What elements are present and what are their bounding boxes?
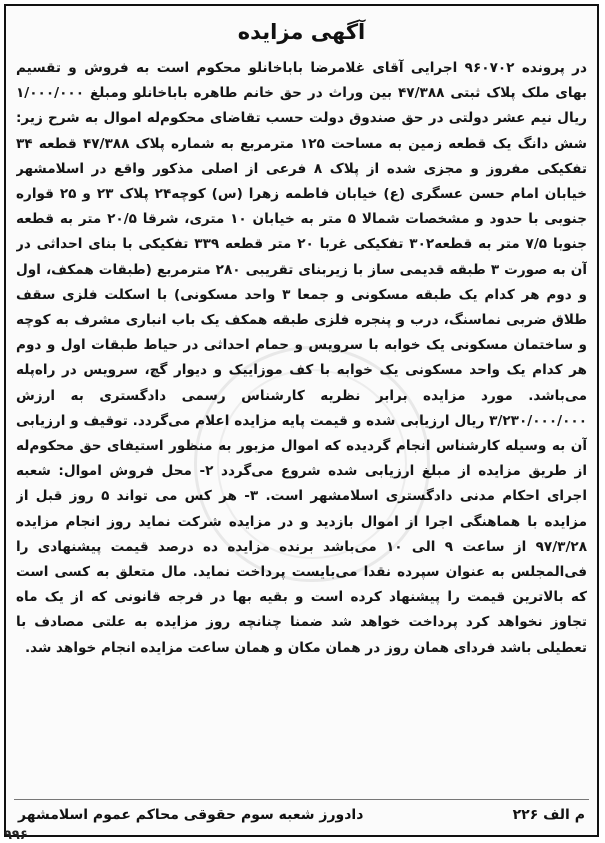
notice-title: آگهی مزایده [237,20,366,44]
notice-body-text: در پرونده ۹۶۰۷۰۲ اجرایی آقای غلامرضا باباخانلو محکوم است به فروش و تقسیم بهای ملک پلاک ثبتی ۴۷/۳۸۸ بین وراث در حق خانم طاهره باباخانلو ومبلغ ۱/۰۰۰/۰۰۰ ریال نیم عشر دولتی در حق صندوق دولت حسب تقاضای محکوم‌له اموال به شرح زیر: شش دانگ یک قطعه زمین به مساحت ۱۲۵ مترمربع به شماره پلاک ۴۷/۳۸۸ قطعه ۳۴ تفکیکی مفروز و مجزی شده از پلاک ۸ فرعی از اصلی مذکور واقع در اسلامشهر خیابان امام حسن عسگری (ع) خیابان فاطمه زهرا (س) کوچه۲۴ پلاک ۲۳ و ۲۵ قواره جنوبی با حدود و مشخصات شمالا ۵ متر به خیابان ۱۰ متری، شرقا ۲۰/۵ متر به قطعه جنوبا ۷/۵ متر به قطعه۳۰۲ تفکیکی غربا ۲۰ متر قطعه ۳۳۹ تفکیکی با بنای احداثی در آن به صورت ۳ طبقه قدیمی ساز با زیربنای تقریبی ۲۸۰ مترمربع (طبقات همکف، اول و دوم هر کدام یک طبقه مسکونی و جمعا ۳ واحد مسکونی) با اسکلت فلزی سقف طلاق ضربی نماسنگ، درب و پنجره فلزی طبقه همکف یک باب انباری مشرف به کوچه و ساختمان مسکونی یک خوابه با سرویس و حمام احداثی در حیاط طبقات اول و دوم هر کدام یک واحد مسکونی یک خوابه با کف موزاییک و دیوار گچ، سرویس در راه‌پله می‌باشد. مورد مزایده برابر نظریه کارشناس رسمی دادگستری به ارزش ۳/۲۳۰/۰۰۰/۰۰۰ ریال ارزیابی شده و قیمت پایه مزایده اعلام می‌گردد. توقیف و ارزیابی آن به وسیله کارشناس انجام گردیده که اموال مزبور به منظور استیفای حق محکوم‌له از طریق مزایده از مبلغ ارزیابی شده شروع می‌گردد ۲- محل فروش اموال: شعبه اجرای احکام مدنی دادگستری اسلامشهر است. ۳- هر کس می تواند ۵ روز قبل از مزایده با هماهنگی اجرا از اموال بازدید و در مزایده شرکت نماید روز انجام مزایده ۹۷/۳/۲۸ از ساعت ۹ الی ۱۰ می‌باشد برنده مزایده ده درصد قیمت پیشنهادی را فی‌المجلس به عنوان سپرده نقدا می‌بایست پرداخت نماید. مال متعلق به کسی است که بالاترین قیمت را پیشنهاد کرده است و بقیه بها در فرجه قانونی که از یک ماه تجاوز نخواهد کرد پرداخت خواهد شد ضمنا چنانچه روز مزایده به علتی مصادف با تعطیلی باشد فردای همان روز در همان مکان و همان ساعت مزایده انجام خواهد شد. [16,60,587,656]
notice-code: م الف ۲۲۶ [512,807,585,823]
edge-number: ۹۹۶ [4,828,28,843]
issuer-signature: دادورز شعبه سوم حقوقی محاکم عموم اسلامشهر [18,807,364,823]
footer-divider [14,799,589,800]
notice-body [16,56,587,786]
auction-notice [4,4,599,837]
notice-footer [18,807,585,829]
